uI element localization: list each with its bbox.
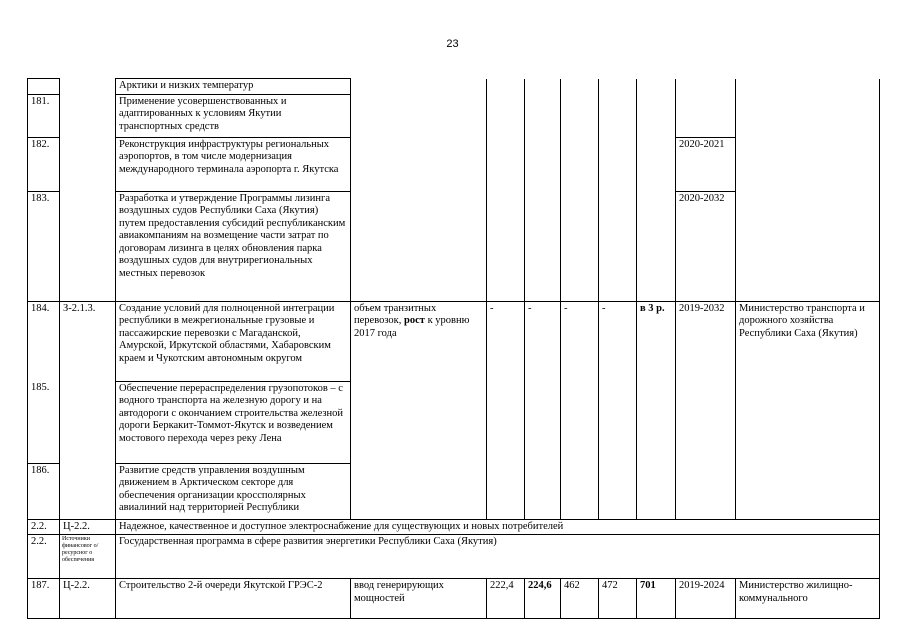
section-text: Государственная программа в сфере развития энергетики Республики Саха (Якутия) <box>116 535 880 579</box>
code-cell: Источники финансовог о/ресурсног о обеспечения <box>60 535 116 579</box>
row-number: 181. <box>28 94 60 137</box>
value-cell: - <box>525 301 561 381</box>
activity-text: Развитие средств управления воздушным движением в Арктическом секторе для обеспечения организации кроссполярных авиалиний над территорией Республики <box>116 463 351 519</box>
indicator-cell: ввод генерирующих мощностей <box>351 579 487 619</box>
value-cell: 462 <box>561 579 599 619</box>
row-number: 2.2. <box>28 519 60 535</box>
row-number: 182. <box>28 137 60 191</box>
activity-text: Обеспечение перераспределения грузопотоков – с водного транспорта на железную дорогу и на автодороги с окончанием строительства железной дороги Беркакит-Томмот-Якутск и возведением мостового перехода через реку Лена <box>116 381 351 463</box>
row-number: 184. <box>28 301 60 381</box>
activity-text: Применение усовершенствованных и адаптированных к условиям Якутии транспортных средств <box>116 94 351 137</box>
period-cell: 2020-2021 <box>676 137 736 191</box>
value-cell: - <box>487 301 525 381</box>
table-row <box>28 301 880 381</box>
activity-text: Создание условий для полноценной интеграции республики в межрегиональные грузовые и пассажирские перевозки с Магаданской, Амурской, Иркутской областями, Хабаровским краем и Чукотским автономным округом <box>116 301 351 381</box>
row-number: 187. <box>28 579 60 619</box>
code-cell: З-2.1.3. <box>60 301 116 381</box>
period-cell: 2019-2024 <box>676 579 736 619</box>
value-cell: 701 <box>637 579 676 619</box>
responsible-cell: Министерство жилищно-коммунального <box>736 579 880 619</box>
activity-text: Реконструкция инфраструктуры региональных аэропортов, в том числе модернизация международного терминала аэропорта г. Якутска <box>116 137 351 191</box>
table-row <box>28 463 880 519</box>
code-cell: Ц-2.2. <box>60 579 116 619</box>
indicator-cell: объем транзитных перевозок, рост к уровню 2017 года <box>351 301 487 381</box>
activity-text: Строительство 2-й очереди Якутской ГРЭС-2 <box>116 579 351 619</box>
table-row <box>28 519 880 535</box>
page-number: 23 <box>446 38 459 50</box>
table-row <box>28 79 880 95</box>
value-cell: - <box>561 301 599 381</box>
activity-text: Разработка и утверждение Программы лизинга воздушных судов Республики Саха (Якутия) путем предоставления субсидий республиканским авиакомпаниям на возмещение части затрат по договорам лизинга в целях обновления парка воздушных судов для внутрирегиональных местных перевозок <box>116 191 351 301</box>
table-row <box>28 191 880 301</box>
period-cell: 2019-2032 <box>676 301 736 381</box>
row-number: 185. <box>28 381 60 463</box>
value-cell: 222,4 <box>487 579 525 619</box>
section-text: Надежное, качественное и доступное электроснабжение для существующих и новых потребителей <box>116 519 880 535</box>
table-row <box>28 137 880 191</box>
responsible-cell: Министерство транспорта и дорожного хозяйства Республики Саха (Якутия) <box>736 301 880 381</box>
table-row <box>28 535 880 579</box>
activity-text: Арктики и низких температур <box>116 79 351 95</box>
value-cell: 224,6 <box>525 579 561 619</box>
row-number: 2.2. <box>28 535 60 579</box>
row-number: 183. <box>28 191 60 301</box>
value-cell: 472 <box>599 579 637 619</box>
table-row <box>28 381 880 463</box>
table-row <box>28 579 880 619</box>
row-number: 186. <box>28 463 60 519</box>
value-cell: в 3 р. <box>637 301 676 381</box>
period-cell: 2020-2032 <box>676 191 736 301</box>
activities-table <box>27 78 880 619</box>
table-row <box>28 94 880 137</box>
value-cell: - <box>599 301 637 381</box>
code-cell: Ц-2.2. <box>60 519 116 535</box>
